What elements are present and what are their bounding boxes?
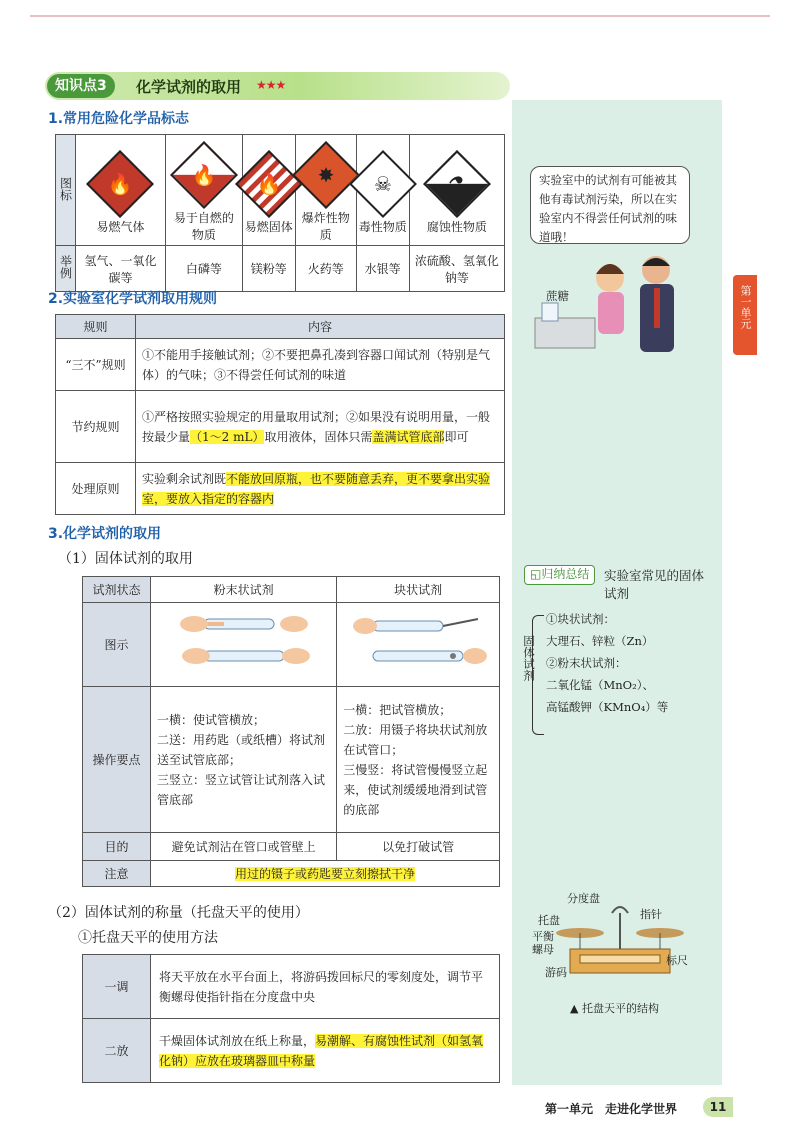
note-cell xyxy=(151,861,500,887)
powder-illustration xyxy=(151,603,337,687)
explosion-icon: ✸ xyxy=(317,163,335,187)
powder-purpose: 避免试剂沾在管口或管壁上 xyxy=(151,833,337,861)
knowledge-point-label: 知识点3 xyxy=(47,74,115,98)
summary-title: 实验室常见的固体试剂 xyxy=(604,568,705,601)
hazard-name: 腐蚀性物质 xyxy=(426,219,487,234)
col-header-block: 块状试剂 xyxy=(337,577,500,603)
hazard-name: 毒性物质 xyxy=(358,219,407,234)
rule-name: “三不”规则 xyxy=(56,339,136,391)
col-header-powder: 粉末状试剂 xyxy=(151,577,337,603)
block-illustration xyxy=(337,603,500,687)
hazard-cell-6 xyxy=(409,135,504,246)
step-text: 将天平放在水平台面上，将游码拨回标尺的零刻度处，调节平衡螺母使指针指在分度盘中央 xyxy=(151,955,500,1019)
brace-label: 固体试剂 xyxy=(522,635,536,681)
corrosion-icon: ⚗ xyxy=(447,171,466,196)
example-row-label: 举例 xyxy=(56,246,76,292)
summary-item: ②粉末状试剂： xyxy=(546,656,627,670)
summary-item: 二氧化锰（MnO₂）、 xyxy=(546,678,654,692)
sugar-label: 蔗糖 xyxy=(546,289,569,303)
hazard-cell-1 xyxy=(76,135,166,246)
balance-usage-table xyxy=(82,954,500,1083)
subsection-weighing-title: （2）固体试剂的称量（托盘天平的使用） xyxy=(48,905,309,921)
balance-label-ruler: 标尺 xyxy=(666,954,688,967)
hazard-example: 白磷等 xyxy=(165,246,242,292)
rule-name: 处理原则 xyxy=(56,463,136,515)
hazard-name: 易燃气体 xyxy=(96,219,145,234)
powder-transfer-illustration xyxy=(154,607,334,677)
block-transfer-illustration xyxy=(343,607,493,677)
knowledge-point-title: 化学试剂的取用 xyxy=(136,78,242,96)
hazard-name: 爆炸性物质 xyxy=(301,211,350,242)
hazard-table xyxy=(55,134,505,292)
solid-reagent-table xyxy=(82,576,500,887)
section-1-title: 1.常用危险化学品标志 xyxy=(48,111,190,127)
unit-tab[interactable] xyxy=(733,275,757,355)
hazard-example: 水银等 xyxy=(356,246,409,292)
balance-caption: ▲ 托盘天平的结构 xyxy=(570,1002,659,1015)
highlight: 盖满试管底部 xyxy=(372,429,445,444)
balance-label-pointer: 指针 xyxy=(640,908,662,921)
rule-content: ①严格按照实验规定的用量取用试剂；②如果没有说明用量，一般按最少量（1～2 mL）取用液体，固体只需盖满试管底部即可 xyxy=(136,391,505,463)
summary-icon: ◱ xyxy=(530,567,542,581)
row-label-purpose: 目的 xyxy=(83,833,151,861)
col-header-state: 试剂状态 xyxy=(83,577,151,603)
block-operations: 一横：把试管横放； 二放：用镊子将块状试剂放在试管口； 三慢竖：将试管慢慢竖立起来，使试剂缓缓地滑到试管的底部 xyxy=(337,687,500,833)
top-rule xyxy=(30,15,770,17)
section-3-title: 3.化学试剂的取用 xyxy=(48,526,162,542)
flame-icon: 🔥 xyxy=(108,171,133,196)
step-label: 一调 xyxy=(83,955,151,1019)
block-purpose: 以免打破试管 xyxy=(337,833,500,861)
rule-content: ①不能用手接触试剂；②不要把鼻孔凑到容器口闻试剂（特别是气体）的气味；③不得尝任何试剂的味道 xyxy=(136,339,505,391)
hazard-cell-5 xyxy=(356,135,409,246)
speech-bubble: 实验室中的试剂有可能被其他有毒试剂污染，所以在实验室内不得尝任何试剂的味道哦！ xyxy=(530,166,690,244)
summary-item: 大理石、锌粒（Zn） xyxy=(546,634,654,648)
summary-item: ①块状试剂： xyxy=(546,612,615,626)
step-text: 干燥固体试剂放在纸上称量，易潮解、有腐蚀性试剂（如氢氧化钠）应放在玻璃器皿中称量 xyxy=(151,1019,500,1083)
row-label-operations: 操作要点 xyxy=(83,687,151,833)
highlight: （1～2 mL） xyxy=(190,429,265,444)
hazard-example: 浓硫酸、氢氧化钠等 xyxy=(409,246,504,292)
rule-content: 实验剩余试剂既不能放回原瓶，也不要随意丢弃，更不要拿出实验室，要放入指定的容器内 xyxy=(136,463,505,515)
highlight: 易潮解、有腐蚀性试剂（如氢氧化钠）应放在玻璃器皿中称量 xyxy=(159,1033,484,1068)
flame-icon: 🔥 xyxy=(191,163,217,187)
summary-badge: ◱归纳总结 xyxy=(524,565,595,585)
hazard-cell-3 xyxy=(242,135,295,246)
section-2-title: 2.实验室化学试剂取用规则 xyxy=(48,291,218,307)
col-header-rule: 规则 xyxy=(56,315,136,339)
footer-unit: 第一单元 走进化学世界 xyxy=(545,1102,678,1116)
rule-name: 节约规则 xyxy=(56,391,136,463)
col-header-content: 内容 xyxy=(136,315,505,339)
hazard-name: 易燃固体 xyxy=(244,219,293,234)
hazard-cell-2 xyxy=(165,135,242,246)
powder-operations: 一横：使试管横放； 二送：用药匙（或纸槽）将试剂送至试管底部； 三竖立：竖立试管让试剂落入试管底部 xyxy=(151,687,337,833)
rules-table xyxy=(55,314,505,515)
balance-label-scale: 分度盘 xyxy=(567,892,600,905)
icon-row-label: 图标 xyxy=(56,135,76,246)
difficulty-stars: ★★★ xyxy=(256,78,286,92)
flame-icon: 🔥 xyxy=(256,171,282,196)
hazard-example: 镁粉等 xyxy=(242,246,295,292)
balance-label-rider: 游码 xyxy=(545,966,567,979)
highlight: 不能放回原瓶，也不要随意丢弃，更不要拿出实验室，要放入指定的容器内 xyxy=(142,471,491,506)
balance-label-nut: 平衡螺母 xyxy=(532,930,554,956)
unit-tab-label: 第一单元 xyxy=(739,285,752,329)
skull-icon: ☠ xyxy=(373,171,392,196)
step-label: 二放 xyxy=(83,1019,151,1083)
summary-item: 高锰酸钾（KMnO₄）等 xyxy=(546,700,669,714)
hazard-cell-4 xyxy=(295,135,356,246)
hazard-example: 氢气、一氧化碳等 xyxy=(76,246,166,292)
summary-list xyxy=(546,608,668,718)
page-number: 11 xyxy=(703,1097,733,1117)
row-label-note: 注意 xyxy=(83,861,151,887)
hazard-example: 火药等 xyxy=(295,246,356,292)
balance-label-pan: 托盘 xyxy=(538,914,560,927)
subsection-solid-title: （1）固体试剂的取用 xyxy=(58,551,193,567)
balance-usage-title: ①托盘天平的使用方法 xyxy=(78,930,218,946)
note-highlight: 用过的镊子或药匙要立刻擦拭干净 xyxy=(234,866,415,881)
hazard-name: 易于自燃的物质 xyxy=(173,211,234,242)
row-label-picture: 图示 xyxy=(83,603,151,687)
